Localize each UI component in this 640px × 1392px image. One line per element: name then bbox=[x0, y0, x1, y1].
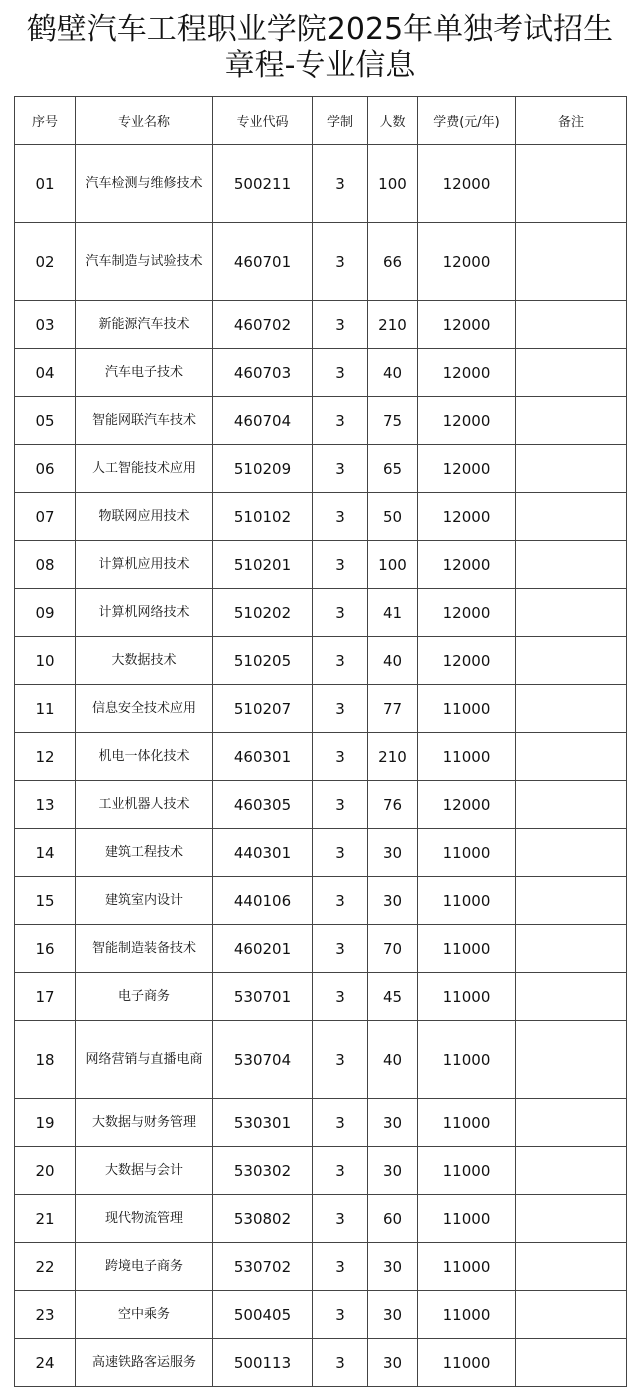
cell-years: 3 bbox=[313, 781, 368, 829]
cell-remark bbox=[516, 1243, 627, 1291]
cell-name bbox=[76, 397, 213, 445]
cell-no: 23 bbox=[15, 1291, 76, 1339]
majors-table bbox=[14, 96, 627, 1387]
table-row bbox=[15, 1195, 627, 1243]
cell-years: 3 bbox=[313, 223, 368, 301]
cell-fee: 12000 bbox=[418, 349, 516, 397]
cell-name-text: 电子商务 bbox=[117, 988, 170, 1004]
cell-years: 3 bbox=[313, 1291, 368, 1339]
cell-count: 66 bbox=[368, 223, 418, 301]
cell-fee: 11000 bbox=[418, 733, 516, 781]
cell-years: 3 bbox=[313, 493, 368, 541]
cell-years: 3 bbox=[313, 733, 368, 781]
cell-fee: 11000 bbox=[418, 1243, 516, 1291]
table-row bbox=[15, 1021, 627, 1099]
cell-no: 01 bbox=[15, 145, 76, 223]
cell-fee: 11000 bbox=[418, 973, 516, 1021]
cell-count: 100 bbox=[368, 145, 418, 223]
cell-years: 3 bbox=[313, 541, 368, 589]
cell-no: 14 bbox=[15, 829, 76, 877]
cell-count: 65 bbox=[368, 445, 418, 493]
table-row bbox=[15, 397, 627, 445]
cell-fee: 12000 bbox=[418, 445, 516, 493]
table-row bbox=[15, 637, 627, 685]
cell-code: 500405 bbox=[213, 1291, 313, 1339]
cell-code: 460701 bbox=[213, 223, 313, 301]
cell-fee: 12000 bbox=[418, 493, 516, 541]
cell-code: 530802 bbox=[213, 1195, 313, 1243]
cell-no: 24 bbox=[15, 1339, 76, 1387]
cell-name-text: 机电一体化技术 bbox=[98, 748, 190, 764]
cell-code: 440301 bbox=[213, 829, 313, 877]
cell-code: 510205 bbox=[213, 637, 313, 685]
cell-code: 460704 bbox=[213, 397, 313, 445]
cell-remark bbox=[516, 685, 627, 733]
cell-count: 77 bbox=[368, 685, 418, 733]
table-row bbox=[15, 781, 627, 829]
cell-no: 09 bbox=[15, 589, 76, 637]
cell-no: 06 bbox=[15, 445, 76, 493]
cell-code: 510207 bbox=[213, 685, 313, 733]
cell-name-text: 跨境电子商务 bbox=[104, 1258, 183, 1274]
cell-fee: 12000 bbox=[418, 223, 516, 301]
cell-code: 530702 bbox=[213, 1243, 313, 1291]
cell-no: 18 bbox=[15, 1021, 76, 1099]
cell-no: 19 bbox=[15, 1099, 76, 1147]
cell-code: 460702 bbox=[213, 301, 313, 349]
cell-no: 04 bbox=[15, 349, 76, 397]
cell-no: 21 bbox=[15, 1195, 76, 1243]
cell-count: 45 bbox=[368, 973, 418, 1021]
cell-years: 3 bbox=[313, 301, 368, 349]
header-no: 序号 bbox=[15, 97, 76, 145]
cell-name bbox=[76, 145, 213, 223]
cell-no: 07 bbox=[15, 493, 76, 541]
cell-fee: 11000 bbox=[418, 829, 516, 877]
cell-remark bbox=[516, 445, 627, 493]
cell-remark bbox=[516, 1147, 627, 1195]
cell-years: 3 bbox=[313, 589, 368, 637]
cell-count: 210 bbox=[368, 733, 418, 781]
cell-years: 3 bbox=[313, 1147, 368, 1195]
cell-code: 510102 bbox=[213, 493, 313, 541]
table-row bbox=[15, 925, 627, 973]
cell-code: 510209 bbox=[213, 445, 313, 493]
cell-no: 12 bbox=[15, 733, 76, 781]
cell-years: 3 bbox=[313, 637, 368, 685]
cell-no: 02 bbox=[15, 223, 76, 301]
table-row bbox=[15, 223, 627, 301]
cell-name-text: 大数据与财务管理 bbox=[91, 1114, 196, 1130]
cell-count: 70 bbox=[368, 925, 418, 973]
table-row bbox=[15, 493, 627, 541]
cell-name-text: 工业机器人技术 bbox=[98, 796, 190, 812]
cell-count: 30 bbox=[368, 1339, 418, 1387]
cell-no: 08 bbox=[15, 541, 76, 589]
cell-code: 500211 bbox=[213, 145, 313, 223]
table-row bbox=[15, 1147, 627, 1195]
cell-years: 3 bbox=[313, 1099, 368, 1147]
cell-fee: 11000 bbox=[418, 1147, 516, 1195]
cell-fee: 11000 bbox=[418, 1339, 516, 1387]
cell-name-text: 大数据与会计 bbox=[104, 1162, 183, 1178]
cell-fee: 12000 bbox=[418, 589, 516, 637]
cell-no: 13 bbox=[15, 781, 76, 829]
cell-years: 3 bbox=[313, 829, 368, 877]
cell-count: 210 bbox=[368, 301, 418, 349]
cell-name bbox=[76, 1021, 213, 1099]
cell-count: 30 bbox=[368, 829, 418, 877]
cell-no: 16 bbox=[15, 925, 76, 973]
cell-count: 30 bbox=[368, 1243, 418, 1291]
cell-name bbox=[76, 301, 213, 349]
cell-name bbox=[76, 1195, 213, 1243]
cell-code: 460201 bbox=[213, 925, 313, 973]
cell-name-text: 汽车制造与试验技术 bbox=[85, 253, 203, 269]
table-row bbox=[15, 541, 627, 589]
cell-name bbox=[76, 1243, 213, 1291]
cell-name-text: 信息安全技术应用 bbox=[91, 700, 196, 716]
cell-name-text: 建筑工程技术 bbox=[104, 844, 183, 860]
cell-name bbox=[76, 685, 213, 733]
cell-count: 75 bbox=[368, 397, 418, 445]
cell-remark bbox=[516, 1099, 627, 1147]
cell-name-text: 建筑室内设计 bbox=[104, 892, 183, 908]
cell-count: 30 bbox=[368, 1099, 418, 1147]
cell-count: 40 bbox=[368, 637, 418, 685]
table-row bbox=[15, 145, 627, 223]
cell-remark bbox=[516, 223, 627, 301]
cell-code: 510201 bbox=[213, 541, 313, 589]
cell-fee: 12000 bbox=[418, 301, 516, 349]
table-row bbox=[15, 349, 627, 397]
cell-fee: 12000 bbox=[418, 145, 516, 223]
cell-fee: 11000 bbox=[418, 1099, 516, 1147]
cell-name bbox=[76, 781, 213, 829]
cell-name-text: 高速铁路客运服务 bbox=[91, 1354, 196, 1370]
cell-code: 530701 bbox=[213, 973, 313, 1021]
table-row bbox=[15, 589, 627, 637]
cell-name bbox=[76, 733, 213, 781]
cell-years: 3 bbox=[313, 445, 368, 493]
cell-name bbox=[76, 1339, 213, 1387]
cell-name-text: 新能源汽车技术 bbox=[98, 316, 190, 332]
cell-name-text: 现代物流管理 bbox=[104, 1210, 183, 1226]
cell-count: 30 bbox=[368, 1291, 418, 1339]
cell-name-text: 大数据技术 bbox=[111, 652, 177, 668]
cell-count: 60 bbox=[368, 1195, 418, 1243]
cell-years: 3 bbox=[313, 1339, 368, 1387]
cell-years: 3 bbox=[313, 349, 368, 397]
cell-remark bbox=[516, 1195, 627, 1243]
header-count: 人数 bbox=[368, 97, 418, 145]
cell-years: 3 bbox=[313, 925, 368, 973]
header-code: 专业代码 bbox=[213, 97, 313, 145]
cell-remark bbox=[516, 301, 627, 349]
cell-years: 3 bbox=[313, 685, 368, 733]
cell-name bbox=[76, 445, 213, 493]
cell-name bbox=[76, 1099, 213, 1147]
cell-remark bbox=[516, 973, 627, 1021]
cell-remark bbox=[516, 397, 627, 445]
cell-count: 40 bbox=[368, 1021, 418, 1099]
cell-name-text: 人工智能技术应用 bbox=[91, 460, 196, 476]
cell-remark bbox=[516, 145, 627, 223]
cell-name-text: 物联网应用技术 bbox=[98, 508, 190, 524]
table-row bbox=[15, 1243, 627, 1291]
cell-remark bbox=[516, 1021, 627, 1099]
table-row bbox=[15, 1339, 627, 1387]
cell-remark bbox=[516, 1291, 627, 1339]
page-title-line-2: 章程-专业信息 bbox=[224, 48, 416, 83]
page-title-line-1: 鹤壁汽车工程职业学院2025年单独考试招生 bbox=[26, 12, 614, 47]
cell-fee: 11000 bbox=[418, 877, 516, 925]
cell-years: 3 bbox=[313, 1195, 368, 1243]
cell-code: 500113 bbox=[213, 1339, 313, 1387]
cell-no: 22 bbox=[15, 1243, 76, 1291]
cell-fee: 12000 bbox=[418, 781, 516, 829]
cell-years: 3 bbox=[313, 1021, 368, 1099]
cell-count: 40 bbox=[368, 349, 418, 397]
cell-no: 20 bbox=[15, 1147, 76, 1195]
cell-name bbox=[76, 493, 213, 541]
cell-remark bbox=[516, 733, 627, 781]
cell-code: 530704 bbox=[213, 1021, 313, 1099]
cell-remark bbox=[516, 1339, 627, 1387]
cell-code: 530301 bbox=[213, 1099, 313, 1147]
cell-no: 03 bbox=[15, 301, 76, 349]
table-row bbox=[15, 733, 627, 781]
cell-no: 15 bbox=[15, 877, 76, 925]
cell-name-text: 空中乘务 bbox=[117, 1306, 170, 1322]
cell-years: 3 bbox=[313, 973, 368, 1021]
cell-name bbox=[76, 349, 213, 397]
cell-fee: 11000 bbox=[418, 685, 516, 733]
table-row bbox=[15, 1291, 627, 1339]
table-row bbox=[15, 829, 627, 877]
header-years: 学制 bbox=[313, 97, 368, 145]
cell-name-text: 计算机应用技术 bbox=[98, 556, 190, 572]
cell-fee: 11000 bbox=[418, 1291, 516, 1339]
table-row bbox=[15, 973, 627, 1021]
cell-name bbox=[76, 829, 213, 877]
cell-remark bbox=[516, 925, 627, 973]
cell-count: 76 bbox=[368, 781, 418, 829]
cell-name bbox=[76, 925, 213, 973]
cell-name bbox=[76, 541, 213, 589]
cell-count: 41 bbox=[368, 589, 418, 637]
table-header-row bbox=[15, 97, 627, 145]
cell-fee: 11000 bbox=[418, 925, 516, 973]
cell-remark bbox=[516, 877, 627, 925]
cell-code: 530302 bbox=[213, 1147, 313, 1195]
cell-name-text: 智能制造装备技术 bbox=[91, 940, 196, 956]
cell-name bbox=[76, 223, 213, 301]
cell-name bbox=[76, 877, 213, 925]
cell-count: 30 bbox=[368, 877, 418, 925]
cell-remark bbox=[516, 781, 627, 829]
cell-remark bbox=[516, 541, 627, 589]
table-row bbox=[15, 301, 627, 349]
table-row bbox=[15, 877, 627, 925]
cell-no: 11 bbox=[15, 685, 76, 733]
cell-years: 3 bbox=[313, 877, 368, 925]
cell-fee: 11000 bbox=[418, 1021, 516, 1099]
cell-name-text: 计算机网络技术 bbox=[98, 604, 190, 620]
header-name: 专业名称 bbox=[76, 97, 213, 145]
cell-count: 50 bbox=[368, 493, 418, 541]
cell-years: 3 bbox=[313, 145, 368, 223]
cell-code: 440106 bbox=[213, 877, 313, 925]
cell-code: 510202 bbox=[213, 589, 313, 637]
cell-fee: 12000 bbox=[418, 541, 516, 589]
table-row bbox=[15, 1099, 627, 1147]
cell-name bbox=[76, 1147, 213, 1195]
cell-name-text: 网络营销与直播电商 bbox=[85, 1051, 203, 1067]
cell-fee: 12000 bbox=[418, 397, 516, 445]
table-row bbox=[15, 685, 627, 733]
cell-no: 17 bbox=[15, 973, 76, 1021]
cell-remark bbox=[516, 493, 627, 541]
cell-name-text: 智能网联汽车技术 bbox=[91, 412, 196, 428]
cell-code: 460301 bbox=[213, 733, 313, 781]
cell-name-text: 汽车电子技术 bbox=[104, 364, 183, 380]
cell-years: 3 bbox=[313, 1243, 368, 1291]
cell-remark bbox=[516, 589, 627, 637]
cell-code: 460305 bbox=[213, 781, 313, 829]
table-body bbox=[15, 145, 627, 1387]
cell-years: 3 bbox=[313, 397, 368, 445]
cell-remark bbox=[516, 349, 627, 397]
cell-code: 460703 bbox=[213, 349, 313, 397]
cell-name bbox=[76, 1291, 213, 1339]
cell-remark bbox=[516, 637, 627, 685]
cell-count: 100 bbox=[368, 541, 418, 589]
cell-no: 05 bbox=[15, 397, 76, 445]
table-row bbox=[15, 445, 627, 493]
cell-no: 10 bbox=[15, 637, 76, 685]
cell-fee: 12000 bbox=[418, 637, 516, 685]
cell-fee: 11000 bbox=[418, 1195, 516, 1243]
cell-name bbox=[76, 637, 213, 685]
cell-name bbox=[76, 973, 213, 1021]
header-remark: 备注 bbox=[516, 97, 627, 145]
cell-count: 30 bbox=[368, 1147, 418, 1195]
cell-name bbox=[76, 589, 213, 637]
header-fee: 学费(元/年) bbox=[418, 97, 516, 145]
page-title bbox=[0, 0, 640, 84]
cell-name-text: 汽车检测与维修技术 bbox=[85, 175, 203, 191]
cell-remark bbox=[516, 829, 627, 877]
